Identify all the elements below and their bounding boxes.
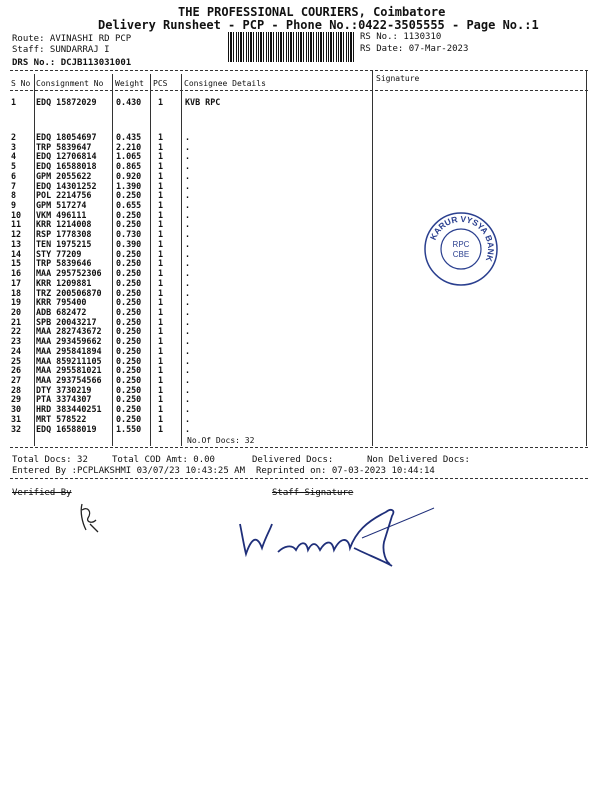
row-weight: 0.430 <box>116 97 142 107</box>
staff-signature <box>236 502 436 572</box>
row-consignment-no: TRP 5839646 <box>36 258 92 269</box>
row-consignee-details: . <box>185 180 191 191</box>
row-consignee-details: KVB RPC <box>185 97 221 107</box>
row-weight: 0.250 <box>116 190 142 201</box>
svg-text:CBE: CBE <box>452 250 470 259</box>
row-pcs: 1 <box>158 355 164 366</box>
row-consignee-details: . <box>185 258 191 269</box>
row-consignment-no: POL 2214756 <box>36 190 92 201</box>
row-sno: 6 <box>11 170 17 181</box>
row-pcs: 1 <box>158 394 164 405</box>
col-divider <box>112 74 113 446</box>
row-pcs: 1 <box>158 268 164 279</box>
row-consignment-no: KRR 795400 <box>36 297 87 308</box>
row-pcs: 1 <box>158 238 164 249</box>
total-cod-amount: Total COD Amt: 0.00 <box>112 455 215 465</box>
col-weight: Weight <box>115 79 144 88</box>
rs-date: RS Date: 07-Mar-2023 <box>360 44 469 54</box>
row-consignment-no: MAA 282743672 <box>36 326 102 337</box>
row-sno: 22 <box>11 326 22 337</box>
reprinted-on: Reprinted on: 07-03-2023 10:44:14 <box>256 466 435 476</box>
row-consignment-no: TEN 1975215 <box>36 238 92 249</box>
row-pcs: 1 <box>158 404 164 415</box>
row-pcs: 1 <box>158 326 164 337</box>
col-divider <box>372 70 373 446</box>
row-sno: 26 <box>11 365 22 376</box>
row-consignee-details: . <box>185 229 191 240</box>
row-sno: 9 <box>11 200 17 211</box>
row-pcs: 1 <box>158 229 164 240</box>
row-pcs: 1 <box>158 423 164 434</box>
row-consignment-no: SPB 20043217 <box>36 316 97 327</box>
row-consignment-no: MAA 295581021 <box>36 365 102 376</box>
row-consignment-no: MAA 295752306 <box>36 268 102 279</box>
row-consignment-no: TRP 5839647 <box>36 141 92 152</box>
row-consignment-no: GPM 2055622 <box>36 170 92 181</box>
col-divider <box>150 74 151 446</box>
row-consignee-details: . <box>185 287 191 298</box>
row-consignee-details: . <box>185 413 191 424</box>
row-weight: 0.250 <box>116 316 142 327</box>
row-consignee-details: . <box>185 170 191 181</box>
col-consignee-details: Consignee Details <box>184 79 266 88</box>
row-sno: 17 <box>11 277 22 288</box>
row-consignee-details: . <box>185 355 191 366</box>
row-sno: 28 <box>11 384 22 395</box>
svg-text:RPC: RPC <box>452 240 470 249</box>
row-sno: 19 <box>11 297 22 308</box>
rs-number: RS No.: 1130310 <box>360 32 442 42</box>
row-sno: 27 <box>11 375 22 385</box>
row-consignee-details: . <box>185 132 191 142</box>
row-consignment-no: EDQ 15872029 <box>36 97 97 107</box>
row-consignee-details: . <box>185 375 191 385</box>
row-weight: 0.250 <box>116 404 142 415</box>
entered-by: Entered By :PCPLAKSHMI 03/07/23 10:43:25 AM <box>12 466 245 476</box>
row-sno: 1 <box>11 97 17 107</box>
row-weight: 0.730 <box>116 229 142 240</box>
row-pcs: 1 <box>158 277 164 288</box>
row-consignment-no: EDQ 16588019 <box>36 423 97 434</box>
row-weight: 0.250 <box>116 375 142 385</box>
row-pcs: 1 <box>158 336 164 347</box>
col-signature: Signature <box>376 74 420 83</box>
row-consignment-no: RSP 1778308 <box>36 229 92 240</box>
row-consignee-details: . <box>185 268 191 279</box>
row-weight: 1.390 <box>116 180 142 191</box>
row-consignment-no: MAA 859211105 <box>36 355 102 366</box>
row-consignment-no: MAA 295841894 <box>36 345 102 356</box>
row-pcs: 1 <box>158 365 164 376</box>
table-bottom-rule <box>10 447 588 448</box>
row-consignment-no: TRZ 200506870 <box>36 287 102 298</box>
barcode <box>228 32 356 62</box>
row-consignee-details: . <box>185 161 191 172</box>
total-docs: Total Docs: 32 <box>12 455 88 465</box>
row-pcs: 1 <box>158 287 164 298</box>
header-bottom-rule <box>10 90 588 91</box>
row-sno: 10 <box>11 209 22 220</box>
row-consignee-details: . <box>185 209 191 220</box>
row-pcs: 1 <box>158 161 164 172</box>
row-pcs: 1 <box>158 190 164 201</box>
row-weight: 0.920 <box>116 170 142 181</box>
row-pcs: 1 <box>158 141 164 152</box>
row-weight: 0.250 <box>116 268 142 279</box>
row-sno: 4 <box>11 151 17 162</box>
row-weight: 0.390 <box>116 238 142 249</box>
row-weight: 0.250 <box>116 219 142 230</box>
staff-label: Staff: SUNDARRAJ I <box>12 45 110 55</box>
row-consignee-details: . <box>185 365 191 376</box>
row-sno: 18 <box>11 287 22 298</box>
row-pcs: 1 <box>158 97 164 107</box>
non-delivered-docs: Non Delivered Docs: <box>367 455 470 465</box>
row-pcs: 1 <box>158 413 164 424</box>
row-consignee-details: . <box>185 306 191 317</box>
row-pcs: 1 <box>158 200 164 211</box>
row-sno: 30 <box>11 404 22 415</box>
col-sno: S No <box>11 79 31 88</box>
row-weight: 2.210 <box>116 141 142 152</box>
row-consignee-details: . <box>185 297 191 308</box>
row-sno: 23 <box>11 336 22 347</box>
row-weight: 0.250 <box>116 326 142 337</box>
row-sno: 12 <box>11 229 22 240</box>
row-consignment-no: MAA 293754566 <box>36 375 102 385</box>
row-pcs: 1 <box>158 132 164 142</box>
row-consignment-no: PTA 3374307 <box>36 394 92 405</box>
row-weight: 0.250 <box>116 413 142 424</box>
row-weight: 0.250 <box>116 336 142 347</box>
row-pcs: 1 <box>158 151 164 162</box>
row-sno: 32 <box>11 423 22 434</box>
row-pcs: 1 <box>158 248 164 259</box>
row-pcs: 1 <box>158 384 164 395</box>
row-consignment-no: ADB 682472 <box>36 306 87 317</box>
row-sno: 3 <box>11 141 17 152</box>
row-pcs: 1 <box>158 170 164 181</box>
row-consignee-details: . <box>185 141 191 152</box>
row-consignment-no: EDQ 18054697 <box>36 132 97 142</box>
row-sno: 24 <box>11 345 22 356</box>
verifier-initials <box>76 500 102 534</box>
summary-rule <box>10 478 588 479</box>
row-weight: 0.250 <box>116 248 142 259</box>
row-pcs: 1 <box>158 219 164 230</box>
row-consignment-no: EDQ 12706814 <box>36 151 97 162</box>
row-consignee-details: . <box>185 345 191 356</box>
row-sno: 20 <box>11 306 22 317</box>
row-consignee-details: . <box>185 336 191 347</box>
row-pcs: 1 <box>158 375 164 385</box>
row-consignment-no: DTY 3730219 <box>36 384 92 395</box>
row-sno: 25 <box>11 355 22 366</box>
row-pcs: 1 <box>158 306 164 317</box>
header-top-rule <box>10 70 588 71</box>
row-weight: 0.250 <box>116 355 142 366</box>
row-consignee-details: . <box>185 238 191 249</box>
row-consignee-details: . <box>185 151 191 162</box>
row-weight: 0.250 <box>116 394 142 405</box>
row-pcs: 1 <box>158 297 164 308</box>
row-consignment-no: STY 77209 <box>36 248 82 259</box>
row-consignee-details: . <box>185 404 191 415</box>
row-consignee-details: . <box>185 384 191 395</box>
row-consignee-details: . <box>185 190 191 201</box>
staff-signature-label: Staff Signature <box>272 488 354 498</box>
row-consignment-no: KRR 1209881 <box>36 277 92 288</box>
row-weight: 1.065 <box>116 151 142 162</box>
row-weight: 0.435 <box>116 132 142 142</box>
row-consignee-details: . <box>185 326 191 337</box>
col-consignment: Consignment No <box>36 79 104 88</box>
row-pcs: 1 <box>158 345 164 356</box>
svg-text:KARUR VYSYA BANK: KARUR VYSYA BANK <box>427 213 497 263</box>
row-weight: 0.250 <box>116 277 142 288</box>
row-consignee-details: . <box>185 423 191 434</box>
row-weight: 0.250 <box>116 287 142 298</box>
row-weight: 0.250 <box>116 306 142 317</box>
bank-stamp <box>422 210 500 288</box>
verified-by-label: Verified By <box>12 488 72 498</box>
row-pcs: 1 <box>158 180 164 191</box>
row-pcs: 1 <box>158 316 164 327</box>
row-weight: 1.550 <box>116 423 142 434</box>
row-consignee-details: . <box>185 219 191 230</box>
row-weight: 0.250 <box>116 297 142 308</box>
col-divider <box>34 74 35 446</box>
row-weight: 0.250 <box>116 209 142 220</box>
row-sno: 15 <box>11 258 22 269</box>
company-title: THE PROFESSIONAL COURIERS, Coimbatore <box>178 5 446 19</box>
row-weight: 0.250 <box>116 384 142 395</box>
route-label: Route: AVINASHI RD PCP <box>12 34 132 44</box>
row-weight: 0.250 <box>116 258 142 269</box>
row-sno: 2 <box>11 132 17 142</box>
row-sno: 21 <box>11 316 22 327</box>
row-consignee-details: . <box>185 200 191 211</box>
row-consignment-no: KRR 1214008 <box>36 219 92 230</box>
row-sno: 16 <box>11 268 22 279</box>
no-of-docs: No.Of Docs: 32 <box>187 436 255 445</box>
col-divider <box>181 74 182 446</box>
row-sno: 5 <box>11 161 17 172</box>
row-consignee-details: . <box>185 316 191 327</box>
row-consignment-no: VKM 496111 <box>36 209 87 220</box>
runsheet-title: Delivery Runsheet - PCP - Phone No.:0422-3505555 - Page No.:1 <box>98 18 539 32</box>
delivered-docs: Delivered Docs: <box>252 455 334 465</box>
row-weight: 0.250 <box>116 365 142 376</box>
row-sno: 7 <box>11 180 17 191</box>
row-sno: 13 <box>11 238 22 249</box>
row-sno: 11 <box>11 219 22 230</box>
row-weight: 0.655 <box>116 200 142 211</box>
drs-number: DRS No.: DCJB113031001 <box>12 58 132 68</box>
row-consignment-no: GPM 517274 <box>36 200 87 211</box>
row-pcs: 1 <box>158 258 164 269</box>
row-sno: 31 <box>11 413 22 424</box>
col-pcs: PCS <box>153 79 168 88</box>
row-consignee-details: . <box>185 248 191 259</box>
row-sno: 8 <box>11 190 17 201</box>
row-consignment-no: EDQ 16588018 <box>36 161 97 172</box>
row-weight: 0.865 <box>116 161 142 172</box>
row-consignment-no: EDQ 14301252 <box>36 180 97 191</box>
row-consignment-no: MAA 293459662 <box>36 336 102 347</box>
row-weight: 0.250 <box>116 345 142 356</box>
row-sno: 29 <box>11 394 22 405</box>
row-sno: 14 <box>11 248 22 259</box>
col-divider <box>586 70 587 446</box>
row-consignee-details: . <box>185 277 191 288</box>
row-consignment-no: MRT 578522 <box>36 413 87 424</box>
row-consignee-details: . <box>185 394 191 405</box>
row-consignment-no: HRD 383440251 <box>36 404 102 415</box>
row-pcs: 1 <box>158 209 164 220</box>
